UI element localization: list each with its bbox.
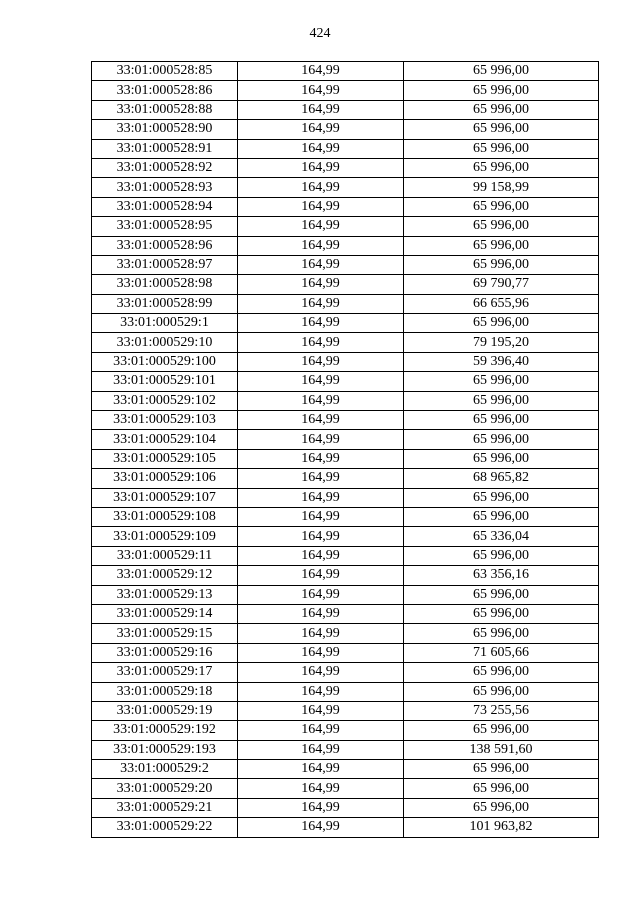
- table-body: [92, 62, 599, 838]
- table-row: [92, 760, 599, 779]
- table-row: [92, 585, 599, 604]
- table-row: [92, 469, 599, 488]
- area-cell: 164,99: [238, 682, 404, 701]
- area-cell: 164,99: [238, 779, 404, 798]
- cadastral-number-cell: 33:01:000529:15: [92, 624, 238, 643]
- value-cell: 65 996,00: [404, 430, 599, 449]
- cadastral-number-cell: 33:01:000529:2: [92, 760, 238, 779]
- table-row: [92, 740, 599, 759]
- cadastral-number-cell: 33:01:000529:101: [92, 372, 238, 391]
- area-cell: 164,99: [238, 566, 404, 585]
- table-row: [92, 62, 599, 81]
- area-cell: 164,99: [238, 178, 404, 197]
- table-row: [92, 178, 599, 197]
- area-cell: 164,99: [238, 643, 404, 662]
- value-cell: 65 996,00: [404, 798, 599, 817]
- value-cell: 65 996,00: [404, 624, 599, 643]
- table-row: [92, 488, 599, 507]
- table-row: [92, 197, 599, 216]
- cadastral-number-cell: 33:01:000529:109: [92, 527, 238, 546]
- area-cell: 164,99: [238, 740, 404, 759]
- value-cell: 101 963,82: [404, 818, 599, 837]
- area-cell: 164,99: [238, 62, 404, 81]
- area-cell: 164,99: [238, 818, 404, 837]
- area-cell: 164,99: [238, 449, 404, 468]
- area-cell: 164,99: [238, 255, 404, 274]
- value-cell: 65 996,00: [404, 372, 599, 391]
- value-cell: 68 965,82: [404, 469, 599, 488]
- value-cell: 65 996,00: [404, 449, 599, 468]
- value-cell: 65 996,00: [404, 411, 599, 430]
- value-cell: 65 996,00: [404, 488, 599, 507]
- table-row: [92, 275, 599, 294]
- table-row: [92, 643, 599, 662]
- value-cell: 65 996,00: [404, 217, 599, 236]
- cadastral-number-cell: 33:01:000528:91: [92, 139, 238, 158]
- cadastral-number-cell: 33:01:000529:103: [92, 411, 238, 430]
- page-number: 424: [309, 26, 331, 41]
- cadastral-number-cell: 33:01:000528:94: [92, 197, 238, 216]
- area-cell: 164,99: [238, 197, 404, 216]
- cadastral-number-cell: 33:01:000529:193: [92, 740, 238, 759]
- cadastral-number-cell: 33:01:000528:97: [92, 255, 238, 274]
- cadastral-number-cell: 33:01:000529:11: [92, 546, 238, 565]
- area-cell: 164,99: [238, 333, 404, 352]
- table-row: [92, 255, 599, 274]
- cadastral-number-cell: 33:01:000528:88: [92, 100, 238, 119]
- table-row: [92, 411, 599, 430]
- cadastral-number-cell: 33:01:000529:108: [92, 507, 238, 526]
- table-row: [92, 449, 599, 468]
- area-cell: 164,99: [238, 275, 404, 294]
- table-row: [92, 430, 599, 449]
- value-cell: 71 605,66: [404, 643, 599, 662]
- table-row: [92, 663, 599, 682]
- area-cell: 164,99: [238, 158, 404, 177]
- area-cell: 164,99: [238, 721, 404, 740]
- table-row: [92, 158, 599, 177]
- value-cell: 65 996,00: [404, 139, 599, 158]
- cadastral-number-cell: 33:01:000529:22: [92, 818, 238, 837]
- cadastral-number-cell: 33:01:000528:92: [92, 158, 238, 177]
- area-cell: 164,99: [238, 430, 404, 449]
- table-row: [92, 372, 599, 391]
- cadastral-number-cell: 33:01:000528:99: [92, 294, 238, 313]
- value-cell: 65 996,00: [404, 721, 599, 740]
- table-row: [92, 527, 599, 546]
- cadastral-number-cell: 33:01:000529:12: [92, 566, 238, 585]
- table-row: [92, 682, 599, 701]
- area-cell: 164,99: [238, 701, 404, 720]
- cadastral-number-cell: 33:01:000529:21: [92, 798, 238, 817]
- area-cell: 164,99: [238, 663, 404, 682]
- table-row: [92, 779, 599, 798]
- value-cell: 65 996,00: [404, 391, 599, 410]
- cadastral-number-cell: 33:01:000528:96: [92, 236, 238, 255]
- value-cell: 138 591,60: [404, 740, 599, 759]
- table-row: [92, 333, 599, 352]
- cadastral-number-cell: 33:01:000528:98: [92, 275, 238, 294]
- table-row: [92, 120, 599, 139]
- table-row: [92, 391, 599, 410]
- cadastral-number-cell: 33:01:000529:10: [92, 333, 238, 352]
- area-cell: 164,99: [238, 294, 404, 313]
- value-cell: 63 356,16: [404, 566, 599, 585]
- value-cell: 65 996,00: [404, 663, 599, 682]
- table-row: [92, 566, 599, 585]
- area-cell: 164,99: [238, 604, 404, 623]
- area-cell: 164,99: [238, 411, 404, 430]
- value-cell: 65 996,00: [404, 682, 599, 701]
- cadastral-number-cell: 33:01:000529:18: [92, 682, 238, 701]
- value-cell: 65 996,00: [404, 507, 599, 526]
- table-row: [92, 604, 599, 623]
- value-cell: 65 996,00: [404, 255, 599, 274]
- table-row: [92, 624, 599, 643]
- table-row: [92, 721, 599, 740]
- area-cell: 164,99: [238, 546, 404, 565]
- area-cell: 164,99: [238, 585, 404, 604]
- cadastral-number-cell: 33:01:000528:93: [92, 178, 238, 197]
- area-cell: 164,99: [238, 81, 404, 100]
- area-cell: 164,99: [238, 391, 404, 410]
- cadastral-number-cell: 33:01:000529:1: [92, 314, 238, 333]
- value-cell: 65 996,00: [404, 760, 599, 779]
- data-table: [91, 61, 599, 838]
- cadastral-number-cell: 33:01:000529:20: [92, 779, 238, 798]
- cadastral-number-cell: 33:01:000528:90: [92, 120, 238, 139]
- table-row: [92, 100, 599, 119]
- area-cell: 164,99: [238, 624, 404, 643]
- area-cell: 164,99: [238, 527, 404, 546]
- value-cell: 59 396,40: [404, 352, 599, 371]
- value-cell: 65 996,00: [404, 236, 599, 255]
- value-cell: 65 336,04: [404, 527, 599, 546]
- table-row: [92, 81, 599, 100]
- table-row: [92, 314, 599, 333]
- area-cell: 164,99: [238, 469, 404, 488]
- table-row: [92, 546, 599, 565]
- table-row: [92, 507, 599, 526]
- cadastral-number-cell: 33:01:000528:95: [92, 217, 238, 236]
- area-cell: 164,99: [238, 100, 404, 119]
- cadastral-number-cell: 33:01:000529:100: [92, 352, 238, 371]
- table-row: [92, 139, 599, 158]
- value-cell: 65 996,00: [404, 120, 599, 139]
- cadastral-number-cell: 33:01:000529:17: [92, 663, 238, 682]
- cadastral-number-cell: 33:01:000529:107: [92, 488, 238, 507]
- value-cell: 65 996,00: [404, 158, 599, 177]
- value-cell: 65 996,00: [404, 585, 599, 604]
- value-cell: 65 996,00: [404, 314, 599, 333]
- area-cell: 164,99: [238, 352, 404, 371]
- area-cell: 164,99: [238, 798, 404, 817]
- area-cell: 164,99: [238, 314, 404, 333]
- cadastral-number-cell: 33:01:000529:105: [92, 449, 238, 468]
- table-row: [92, 236, 599, 255]
- value-cell: 66 655,96: [404, 294, 599, 313]
- area-cell: 164,99: [238, 236, 404, 255]
- table-row: [92, 217, 599, 236]
- table-row: [92, 818, 599, 837]
- cadastral-number-cell: 33:01:000529:16: [92, 643, 238, 662]
- value-cell: 65 996,00: [404, 604, 599, 623]
- cadastral-number-cell: 33:01:000529:13: [92, 585, 238, 604]
- area-cell: 164,99: [238, 760, 404, 779]
- value-cell: 65 996,00: [404, 62, 599, 81]
- cadastral-number-cell: 33:01:000529:102: [92, 391, 238, 410]
- table-row: [92, 352, 599, 371]
- area-cell: 164,99: [238, 217, 404, 236]
- table-row: [92, 701, 599, 720]
- value-cell: 65 996,00: [404, 197, 599, 216]
- cadastral-number-cell: 33:01:000529:192: [92, 721, 238, 740]
- cadastral-number-cell: 33:01:000528:86: [92, 81, 238, 100]
- value-cell: 79 195,20: [404, 333, 599, 352]
- area-cell: 164,99: [238, 139, 404, 158]
- value-cell: 73 255,56: [404, 701, 599, 720]
- value-cell: 65 996,00: [404, 779, 599, 798]
- cadastral-number-cell: 33:01:000529:19: [92, 701, 238, 720]
- area-cell: 164,99: [238, 488, 404, 507]
- cadastral-number-cell: 33:01:000529:106: [92, 469, 238, 488]
- cadastral-number-cell: 33:01:000529:104: [92, 430, 238, 449]
- value-cell: 65 996,00: [404, 546, 599, 565]
- table-row: [92, 294, 599, 313]
- table-row: [92, 798, 599, 817]
- area-cell: 164,99: [238, 507, 404, 526]
- value-cell: 99 158,99: [404, 178, 599, 197]
- value-cell: 69 790,77: [404, 275, 599, 294]
- value-cell: 65 996,00: [404, 81, 599, 100]
- area-cell: 164,99: [238, 120, 404, 139]
- area-cell: 164,99: [238, 372, 404, 391]
- value-cell: 65 996,00: [404, 100, 599, 119]
- cadastral-number-cell: 33:01:000529:14: [92, 604, 238, 623]
- cadastral-number-cell: 33:01:000528:85: [92, 62, 238, 81]
